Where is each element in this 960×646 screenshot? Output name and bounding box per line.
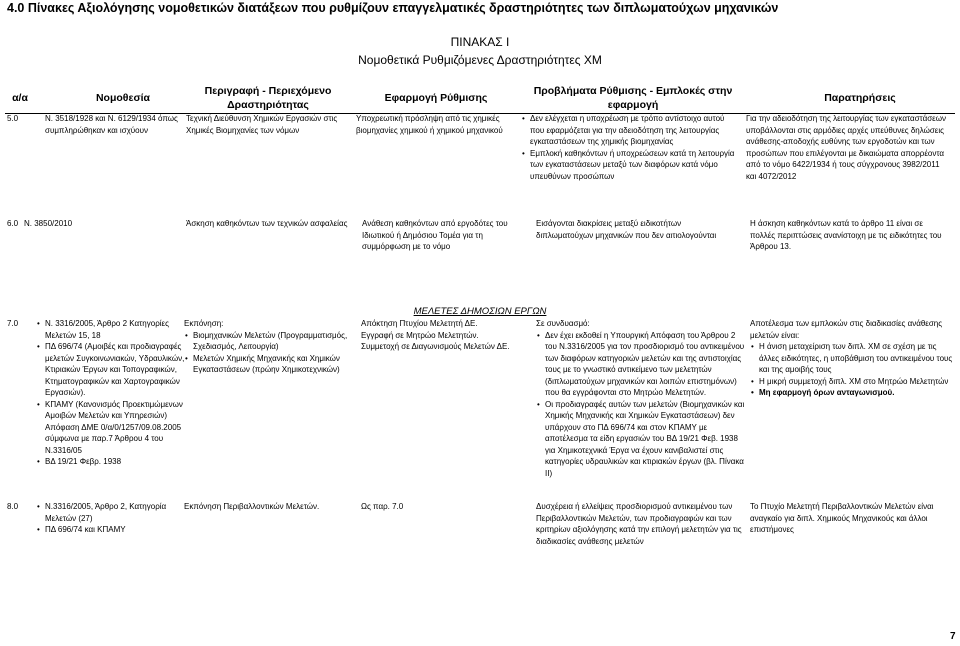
row6-number: 6.0	[7, 219, 19, 228]
row7-description	[184, 318, 356, 376]
row5-notes: Για την αδειοδότηση της λειτουργίας των εγκαταστάσεων υποβάλλονται στις αρμόδιες αρχές υπεύθυνες δηλώσεις ανάθεσης-αποδοχής ευθύνης των εργοδοτών και των προσώπων που επιλέγονται με δικαιώματα απορρέοντα από το νόμο 6422/1934 ή τους σύγχρονους 3982/2011 και 4072/2012	[746, 114, 946, 181]
table-subtitle: Νομοθετικά Ρυθμιζόμενες Δραστηριότητες ΧΜ	[358, 53, 602, 67]
row7-problems-lead: Σε συνδυασμό:	[536, 319, 590, 328]
row7-notes-lead: Αποτέλεσμα των εμπλοκών στις διαδικασίες ανάθεσης μελετών είναι:	[750, 319, 943, 340]
row7-number: 7.0	[7, 319, 19, 328]
row7-law-item: • ΚΠΑΜΥ (Κανονισμός Προεκτιμώμενων Αμοιβών Μελετών και Υπηρεσιών) Απόφαση ΔΜΕ 0/α/0/1257/09.08.2005 σύμφωνα με παρ.7 Άρθρου 4 του Ν.3316/05	[36, 399, 186, 457]
row7-application-line: Απόκτηση Πτυχίου Μελετητή ΔΕ.	[361, 319, 478, 328]
row5-problems	[521, 113, 737, 182]
row5-description: Τεχνική Διεύθυνση Χημικών Εργασιών στις Χημικές Βιομηχανίες των νόμων	[186, 114, 338, 135]
row7-problem-item: • Δεν έχει εκδοθεί η Υπουργική Απόφαση του Άρθρου 2 του Ν.3316/2005 για τον προσδιορισμό του αντικειμένου των διαφόρων κατηγοριών μελετών και της αντιστοιχίας τους με το γνωστικό αντικείμενο των μελετητών (διπλωματούχων μηχανικών και λοιπών επιστημόνων) που θα εγγράφονται στο Μητρώο Μελετητών.	[536, 330, 746, 399]
row7-notes	[750, 318, 955, 399]
row8-notes: Το Πτυχίο Μελετητή Περιβαλλοντικών Μελετών είναι αναγκαίο για διπλ. Χημικούς Μηχανικούς και άλλοι επιστήμονες	[750, 502, 934, 534]
row6-problems: Εισάγονται διακρίσεις μεταξύ ειδικοτήτων διπλωματούχων μηχανικών που δεν αιτιολογούνται	[536, 219, 717, 240]
row7-description-lead: Εκπόνηση:	[184, 319, 224, 328]
row6-notes: Η άσκηση καθηκόντων κατά το άρθρο 11 είναι σε πολλές περιπτώσεις ανανίστοιχη με τις ειδικότητες του Άρθρου 13.	[750, 219, 942, 251]
row7-note-item: • Η μικρή συμμετοχή διπλ. ΧΜ στο Μητρώο Μελετητών	[750, 376, 955, 388]
header-aa: α/α	[12, 92, 28, 104]
row5-problem-item: • Δεν ελέγχεται η υποχρέωση με τρόπο αντίστοιχο αυτού που εφαρμόζεται για την αδειοδότηση της λειτουργίας εγκαταστάσεων της χημικής βιομηχανίας	[521, 113, 737, 148]
row7-note-item: • Μη εφαρμογή όρων ανταγωνισμού.	[750, 387, 955, 399]
row8-law-item: • ΠΔ 696/74 και ΚΠΑΜΥ	[36, 524, 181, 536]
row7-application-line: Εγγραφή σε Μητρώο Μελετητών.	[361, 330, 479, 340]
row7-note-item: • Η άνιση μεταχείριση των διπλ. ΧΜ σε σχέση με τις άλλες ειδικότητες, η υποβάθμιση του αντικειμένου τους και της αμοιβής τους	[750, 341, 955, 376]
header-application: Εφαρμογή Ρύθμισης	[384, 92, 488, 104]
row8-law	[36, 501, 181, 536]
row8-number: 8.0	[7, 502, 19, 511]
row8-application: Ως παρ. 7.0	[361, 502, 404, 511]
page-number: 7	[950, 631, 956, 642]
row7-law	[36, 318, 186, 468]
row6-description: Άσκηση καθηκόντων των τεχνικών ασφαλείας	[186, 219, 348, 228]
row6-application: Ανάθεση καθηκόντων από εργοδότες του Ιδιωτικού ή Δημόσιου Τομέα για τη συμμόρφωση με το νόμο	[362, 219, 508, 251]
row7-description-item: • Βιομηχανικών Μελετών (Προγραμματισμός, Σχεδιασμός, Λειτουργία)	[184, 330, 356, 353]
row5-law: Ν. 3518/1928 και Ν. 6129/1934 όπως συμπληρώθηκαν και ισχύουν	[45, 114, 178, 135]
page-heading: 4.0 Πίνακες Αξιολόγησης νομοθετικών διατάξεων που ρυθμίζουν επαγγελματικές δραστηριότητες των διπλωματούχων μηχανικών	[7, 1, 779, 15]
row7-law-item: • ΒΔ 19/21 Φεβρ. 1938	[36, 456, 186, 468]
row6-law: Ν. 3850/2010	[24, 219, 73, 228]
header-description: Περιγραφή - Περιεχόμενο Δραστηριότητας	[204, 85, 332, 111]
row5-number: 5.0	[7, 114, 19, 123]
row7-description-item: • Μελετών Χημικής Μηχανικής και Χημικών Εγκαταστάσεων (πρώην Χημικοτεχνικών)	[184, 353, 356, 376]
header-problems: Προβλήματα Ρύθμισης - Εμπλοκές στην εφαρμογή	[533, 85, 733, 111]
row7-problem-item: • Οι προδιαγραφές αυτών των μελετών (Βιομηχανικών και Χημικής Μηχανικής και Χημικών Εγκαταστάσεων) δεν υπάρχουν στο ΠΔ 696/74 και στον ΚΠΑΜΥ με αποτέλεσμα τα είδη εργασιών του ΒΔ 19/21 Φεβ. 1938 για Χημικοτεχνικά Έργα να έχουν κανιβαλιστεί στις κατηγορίες υδραυλικών και κτιριακών έργων (βλ. Πίνακα ΙΙ)	[536, 399, 746, 480]
row5-application: Υποχρεωτική πρόσληψη από τις χημικές βιομηχανίες χημικού ή χημικού μηχανικού	[356, 114, 503, 135]
row7-law-item: • Ν. 3316/2005, Άρθρο 2 Κατηγορίες Μελετών 15, 18	[36, 318, 186, 341]
header-law: Νομοθεσία	[95, 92, 151, 104]
section-label: ΜΕΛΕΤΕΣ ΔΗΜΟΣΙΩΝ ΕΡΓΩΝ	[413, 306, 547, 317]
row8-problems: Δυσχέρεια ή ελλείψεις προσδιορισμού αντικειμένου των Περιβαλλοντικών Μελετών, των προδιαγραφών και των κριτηρίων αξιολόγησης κατά την επιλογή μελετητών για τις διαδικασίες ανάθεσης μελετών	[536, 502, 742, 546]
row8-description: Εκπόνηση Περιβαλλοντικών Μελετών.	[184, 502, 320, 511]
row8-law-item: • Ν.3316/2005, Άρθρο 2, Κατηγορία Μελετών (27)	[36, 501, 181, 524]
row7-law-item: • ΠΔ 696/74 (Αμοιβές και προδιαγραφές μελετών Συγκοινωνιακών, Υδραυλικών, Κτιριακών Έργων και Τοπογραφικών, Κτηματογραφικών και Χαρτογραφικών Εργασιών).	[36, 341, 186, 399]
row7-application	[361, 318, 521, 353]
row7-application-line: Συμμετοχή σε Διαγωνισμούς Μελετών ΔΕ.	[361, 342, 510, 351]
table-title: ΠΙΝΑΚΑΣ Ι	[450, 35, 510, 49]
row7-problems	[536, 318, 746, 479]
row5-problem-item: • Εμπλοκή καθηκόντων ή υποχρεώσεων κατά τη λειτουργία των εγκαταστάσεων μεταξύ των διαφόρων κατά νόμο υπευθύνων προσώπων	[521, 148, 737, 183]
header-notes: Παρατηρήσεις	[824, 92, 896, 104]
